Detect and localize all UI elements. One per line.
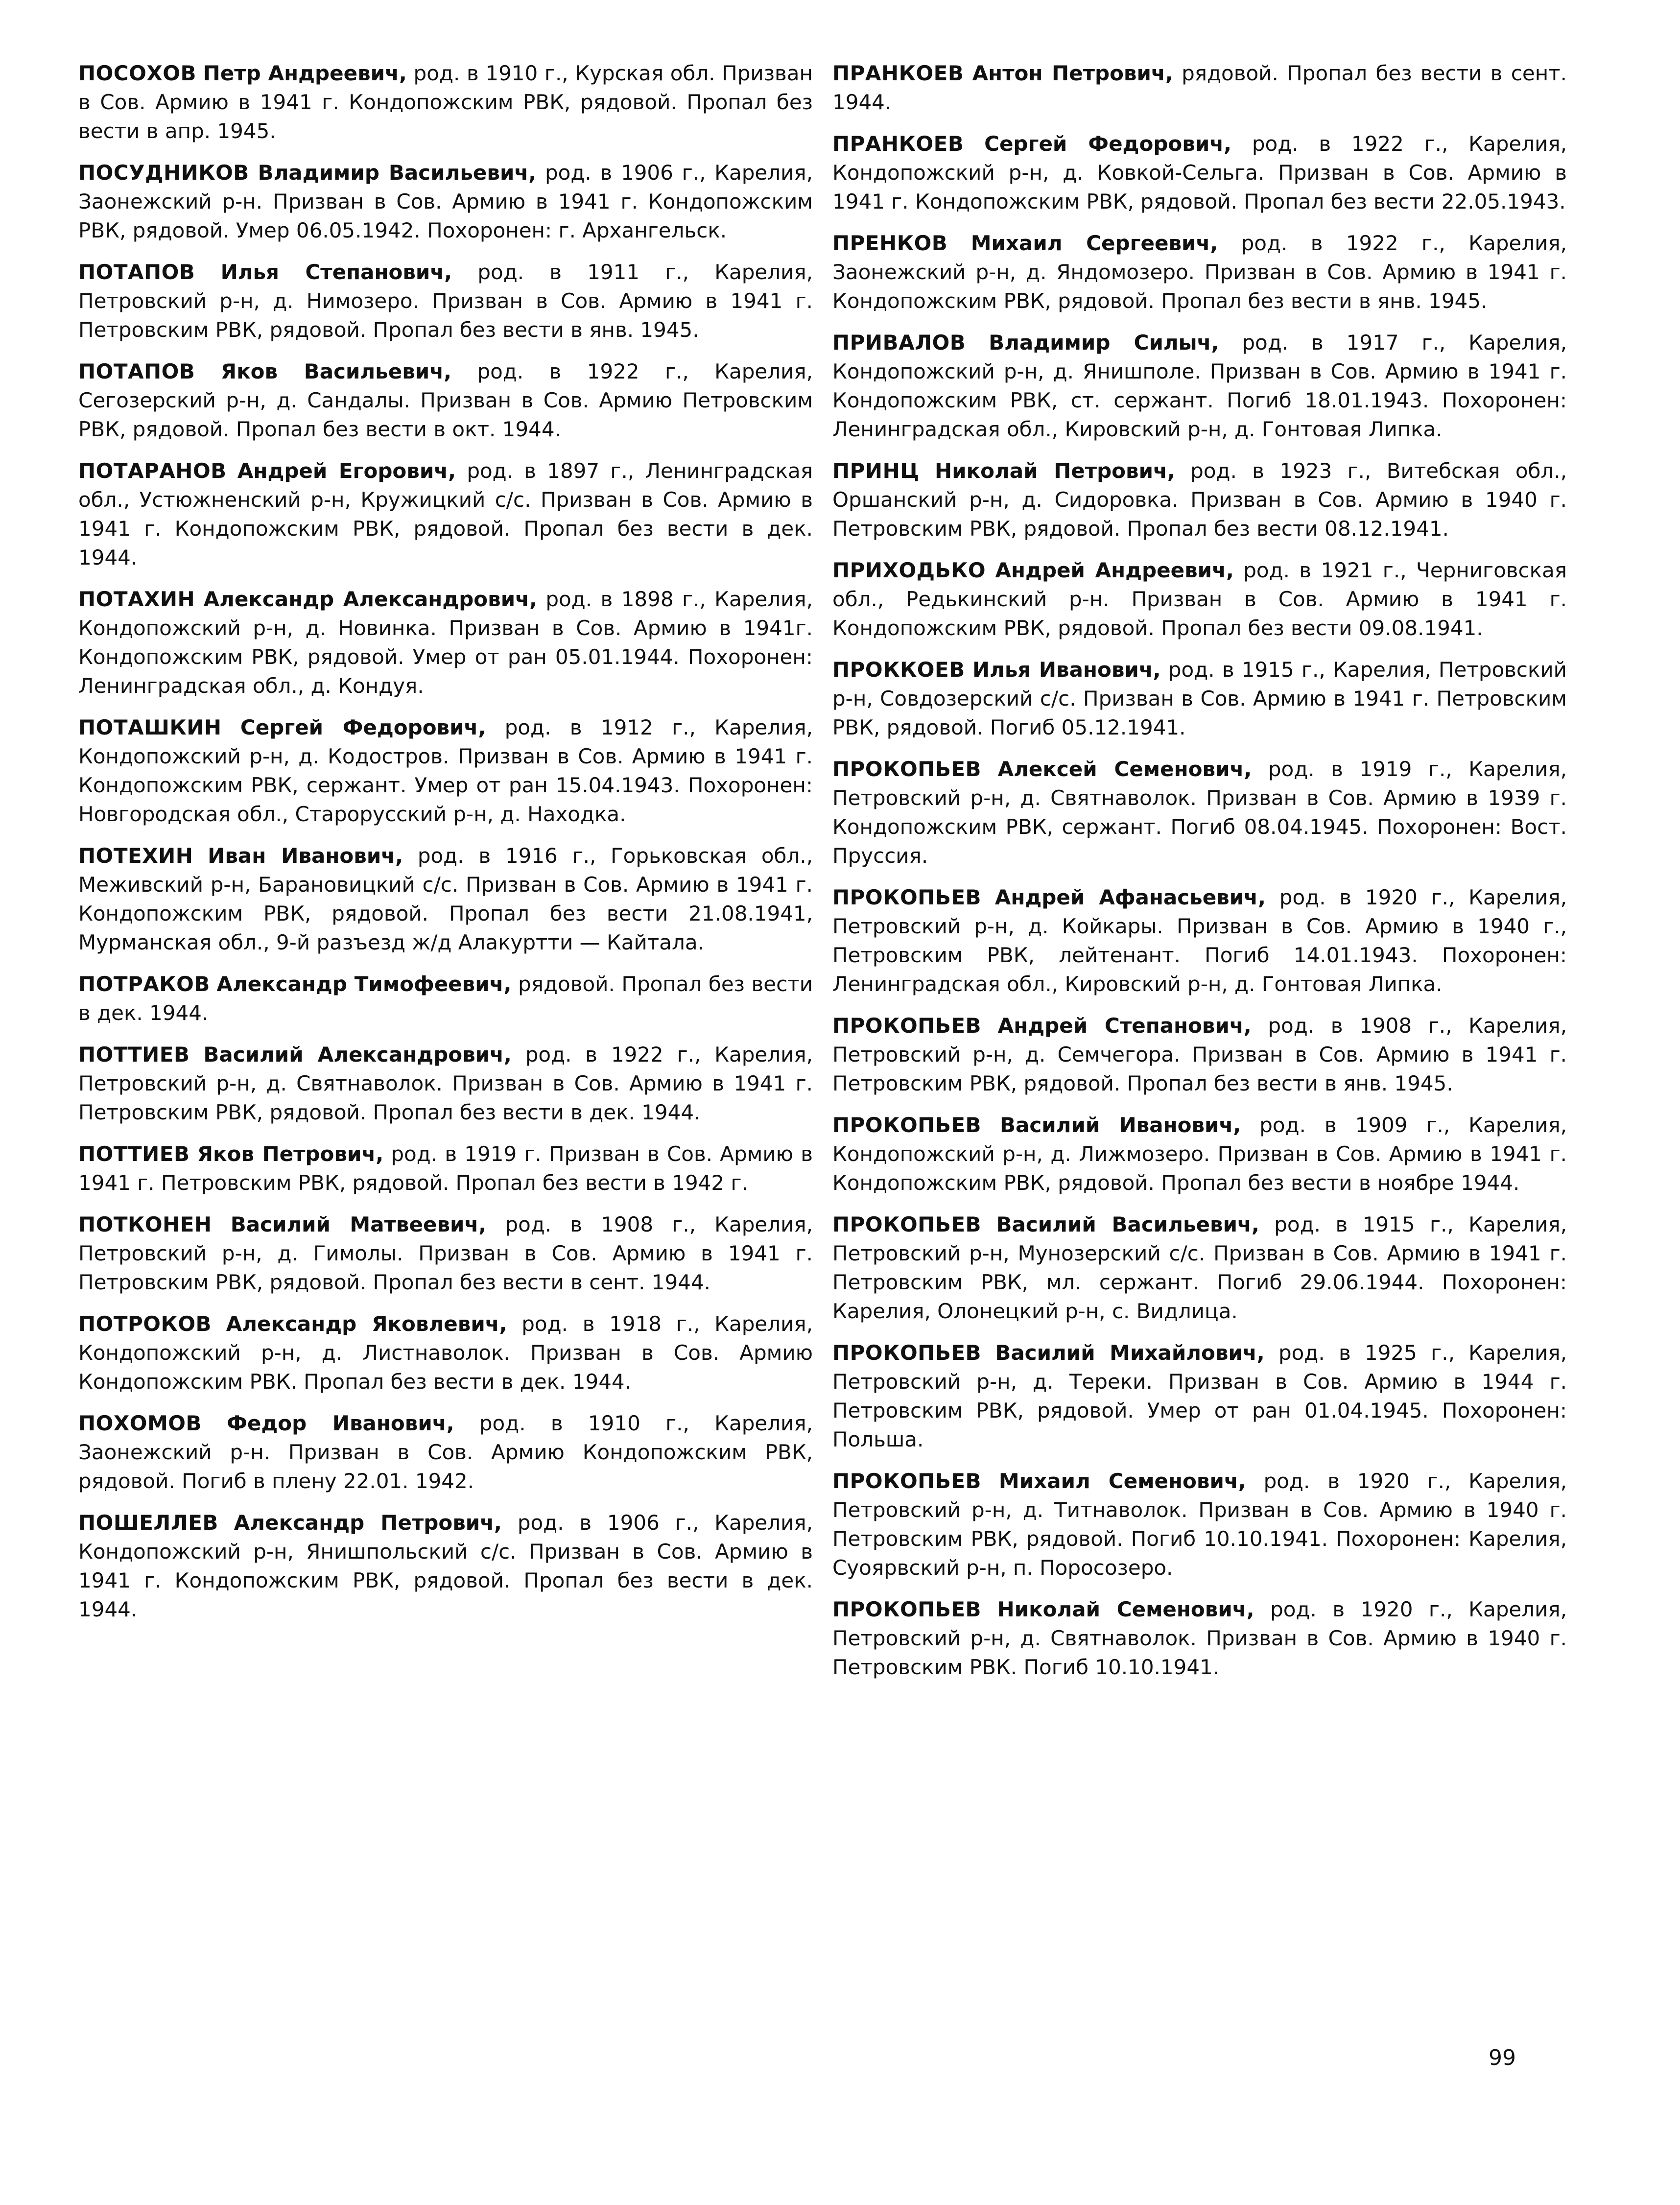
record-entry <box>78 1210 813 1297</box>
entry-given-name: Владимир Силыч, <box>989 331 1219 355</box>
record-entry <box>78 1309 813 1396</box>
entry-given-name: Николай Петрович, <box>935 459 1175 483</box>
entry-details: род. в 1911 г., Карелия, Петровский р-н, д. Нимозеро. Призван в Сов. Армию в 1941 г. Петровским РВК, рядовой. Пропал без вести в янв. 1945. <box>78 260 813 342</box>
entry-surname: ПРИНЦ <box>832 459 920 483</box>
record-entry <box>832 1595 1567 1682</box>
entry-surname: ПРИВАЛОВ <box>832 331 966 355</box>
record-entry <box>832 456 1567 543</box>
entry-surname: ПРОКОПЬЕВ <box>832 1469 982 1493</box>
entry-details: род. в 1909 г., Карелия, Кондопожский р-н, д. Лижмозеро. Призван в Сов. Армию в 1941 г. Кондопожским РВК, рядовой. Пропал без вести в ноябре 1944. <box>832 1113 1567 1195</box>
entry-surname: ПРОКОПЬЕВ <box>832 1597 982 1621</box>
entry-given-name: Михаил Семенович, <box>998 1469 1246 1493</box>
entry-details: рядовой. Пропал без вести в дек. 1944. <box>78 972 813 1025</box>
record-entry <box>78 59 813 145</box>
entry-details: род. в 1912 г., Карелия, Кондопожский р-н, д. Кодостров. Призван в Сов. Армию в 1941 г. Кондопожским РВК, сержант. Умер от ран 15.04.1943. Похоронен: Новгородская обл., Старорусский р-н, д. Находка. <box>78 715 813 826</box>
entry-details: род. в 1910 г., Карелия, Заонежский р-н. Призван в Сов. Армию Кондопожским РВК, рядовой. Погиб в плену 22.01. 1942. <box>78 1411 813 1493</box>
entry-details: род. в 1920 г., Карелия, Петровский р-н, д. Койкары. Призван в Сов. Армию в 1940 г., Петровским РВК, лейтенант. Погиб 14.01.1943. Похоронен: Ленинградская обл., Кировский р-н, д. Гонтовая Липка. <box>832 885 1567 996</box>
entry-details: род. в 1897 г., Ленинградская обл., Устюжненский р-н, Кружицкий с/с. Призван в Сов. Армию в 1941 г. Кондопожским РВК, рядовой. Пропал без вести в дек. 1944. <box>78 459 813 569</box>
entry-given-name: Александр Петрович, <box>234 1511 502 1535</box>
record-entry <box>78 1139 813 1197</box>
entry-details: род. в 1915 г., Карелия, Петровский р-н, Совдозерский с/с. Призван в Сов. Армию в 1941 г. Петровским РВК, рядовой. Погиб 05.12.1941. <box>832 658 1567 739</box>
entry-details: род. в 1920 г., Карелия, Петровский р-н, д. Титнаволок. Призван в Сов. Армию в 1940 г. Петровским РВК, рядовой. Погиб 10.10.1941. Похоронен: Карелия, Суоярвский р-н, п. Поросозеро. <box>832 1469 1567 1580</box>
entry-given-name: Владимир Васильевич, <box>258 161 537 185</box>
entry-details: род. в 1910 г., Курская обл. Призван в Сов. Армию в 1941 г. Кондопожским РВК, рядовой. Пропал без вести в апр. 1945. <box>78 61 813 143</box>
record-entry <box>832 883 1567 998</box>
entry-surname: ПОТЕХИН <box>78 844 193 868</box>
entry-given-name: Яков Васильевич, <box>220 359 452 383</box>
entry-given-name: Федор Иванович, <box>227 1411 454 1435</box>
entry-surname: ПОТАПОВ <box>78 260 195 284</box>
entry-details: род. в 1919 г., Карелия, Петровский р-н, д. Святнаволок. Призван в Сов. Армию в 1939 г. Кондопожским РВК, сержант. Погиб 08.04.1945. Похоронен: Вост. Пруссия. <box>832 757 1567 868</box>
entry-given-name: Александр Тимофеевич, <box>216 972 512 996</box>
entry-given-name: Яков Петрович, <box>197 1142 384 1166</box>
entry-surname: ПРОКОПЬЕВ <box>832 1113 982 1137</box>
entry-details: род. в 1922 г., Карелия, Петровский р-н, д. Святнаволок. Призван в Сов. Армию в 1941 г. Петровским РВК, рядовой. Пропал без вести в дек. 1944. <box>78 1043 813 1124</box>
record-entry <box>832 655 1567 742</box>
entry-surname: ПРАНКОЕВ <box>832 132 964 156</box>
entry-surname: ПОТАРАНОВ <box>78 459 227 483</box>
entry-given-name: Петр Андреевич, <box>203 61 407 85</box>
record-entry <box>832 229 1567 315</box>
entry-surname: ПРОКОПЬЕВ <box>832 1341 982 1365</box>
entry-surname: ПОТКОНЕН <box>78 1212 212 1236</box>
entry-surname: ПОСУДНИКОВ <box>78 161 249 185</box>
record-entry <box>78 970 813 1027</box>
entry-details: род. в 1916 г., Горьковская обл., Меживский р-н, Барановицкий с/с. Призван в Сов. Армию в 1941 г. Кондопожским РВК, рядовой. Пропал без вести 21.08.1941, Мурманская обл., 9-й разъезд ж/д Алакуртти — Кайтала. <box>78 844 813 954</box>
entry-surname: ПОТТИЕВ <box>78 1142 190 1166</box>
entry-surname: ПОТРОКОВ <box>78 1312 212 1336</box>
record-entry <box>78 1508 813 1624</box>
entry-given-name: Сергей Федорович, <box>240 715 486 739</box>
entry-given-name: Сергей Федорович, <box>984 132 1232 156</box>
record-entry <box>832 755 1567 870</box>
record-entry <box>78 585 813 700</box>
entry-surname: ПОХОМОВ <box>78 1411 202 1435</box>
entry-given-name: Александр Александрович, <box>203 587 537 611</box>
entry-given-name: Василий Александрович, <box>203 1043 512 1067</box>
entry-surname: ПОТАХИН <box>78 587 195 611</box>
entry-surname: ПРОККОЕВ <box>832 658 965 682</box>
entry-details: род. в 1919 г. Призван в Сов. Армию в 1941 г. Петровским РВК, рядовой. Пропал без вести в 1942 г. <box>78 1142 813 1195</box>
record-entry <box>78 841 813 957</box>
entry-given-name: Николай Семенович, <box>997 1597 1254 1621</box>
entry-surname: ПОШЕЛЛЕВ <box>78 1511 218 1535</box>
entry-details: род. в 1925 г., Карелия, Петровский р-н, д. Тереки. Призван в Сов. Армию в 1944 г. Петровским РВК, рядовой. Умер от ран 01.04.1945. Похоронен: Польша. <box>832 1341 1567 1451</box>
record-entry <box>832 129 1567 216</box>
entry-given-name: Василий Матвеевич, <box>230 1212 487 1236</box>
entry-given-name: Василий Иванович, <box>1000 1113 1241 1137</box>
entry-surname: ПОТАШКИН <box>78 715 222 739</box>
entry-surname: ПРОКОПЬЕВ <box>832 1014 982 1038</box>
entry-given-name: Михаил Сергеевич, <box>970 231 1218 255</box>
entry-details: род. в 1908 г., Карелия, Петровский р-н, д. Гимолы. Призван в Сов. Армию в 1941 г. Петровским РВК, рядовой. Пропал без вести в сент. 1944. <box>78 1212 813 1294</box>
entry-surname: ПОСОХОВ <box>78 61 196 85</box>
entry-details: рядовой. Пропал без вести в сент. 1944. <box>832 61 1567 114</box>
entry-given-name: Андрей Андреевич, <box>995 558 1234 582</box>
entry-given-name: Александр Яковлевич, <box>226 1312 507 1336</box>
entry-surname: ПОТРАКОВ <box>78 972 210 996</box>
entry-details: род. в 1922 г., Карелия, Заонежский р-н, д. Яндомозеро. Призван в Сов. Армию в 1941 г. Кондопожским РВК, рядовой. Пропал без вести в янв. 1945. <box>832 231 1567 313</box>
entry-details: род. в 1898 г., Карелия, Кондопожский р-н, д. Новинка. Призван в Сов. Армию в 1941г. Кондопожским РВК, рядовой. Умер от ран 05.01.1944. Похоронен: Ленинградская обл., д. Кондуя. <box>78 587 813 698</box>
entry-details: род. в 1921 г., Черниговская обл., Редькинский р-н. Призван в Сов. Армию в 1941 г. Кондопожским РВК, рядовой. Пропал без вести 09.08.1941. <box>832 558 1567 640</box>
entry-details: род. в 1906 г., Карелия, Кондопожский р-н, Янишпольский с/с. Призван в Сов. Армию в 1941 г. Кондопожским РВК, рядовой. Пропал без вести в дек. 1944. <box>78 1511 813 1621</box>
record-entry <box>78 1040 813 1127</box>
page-number: 99 <box>1489 2045 1516 2070</box>
record-entry <box>832 1338 1567 1454</box>
entry-given-name: Алексей Семенович, <box>997 757 1252 781</box>
entry-surname: ПРЕНКОВ <box>832 231 948 255</box>
entry-given-name: Андрей Афанасьевич, <box>994 885 1266 909</box>
record-entry <box>832 328 1567 444</box>
entry-details: род. в 1918 г., Карелия, Кондопожский р-н, д. Листнаволок. Призван в Сов. Армию Кондопожским РВК. Пропал без вести в дек. 1944. <box>78 1312 813 1394</box>
right-column <box>832 59 1567 1694</box>
left-column <box>78 59 813 1636</box>
record-entry <box>832 59 1567 117</box>
record-entry <box>78 258 813 344</box>
entry-details: род. в 1917 г., Карелия, Кондопожский р-н, д. Янишполе. Призван в Сов. Армию в 1941 г. Кондопожским РВК, ст. сержант. Погиб 18.01.1943. Похоронен: Ленинградская обл., Кировский р-н, д. Гонтовая Липка. <box>832 331 1567 441</box>
entry-surname: ПОТТИЕВ <box>78 1043 190 1067</box>
entry-surname: ПРАНКОЕВ <box>832 61 964 85</box>
entry-given-name: Андрей Степанович, <box>997 1014 1252 1038</box>
entry-given-name: Антон Петрович, <box>972 61 1173 85</box>
record-entry <box>832 556 1567 642</box>
entry-given-name: Илья Иванович, <box>972 658 1161 682</box>
entry-given-name: Василий Васильевич, <box>996 1212 1259 1236</box>
entry-surname: ПРОКОПЬЕВ <box>832 1212 982 1236</box>
record-entry <box>832 1467 1567 1582</box>
record-entry <box>832 1011 1567 1098</box>
entry-surname: ПОТАПОВ <box>78 359 195 383</box>
entry-surname: ПРОКОПЬЕВ <box>832 757 982 781</box>
record-entry <box>832 1210 1567 1326</box>
entry-given-name: Андрей Егорович, <box>237 459 456 483</box>
entry-details: род. в 1922 г., Карелия, Сегозерский р-н, д. Сандалы. Призван в Сов. Армию Петровским РВК, рядовой. Пропал без вести в окт. 1944. <box>78 359 813 441</box>
record-entry <box>832 1111 1567 1197</box>
entry-details: род. в 1922 г., Карелия, Кондопожский р-н, д. Ковкой-Сельга. Призван в Сов. Армию в 1941 г. Кондопожским РВК, рядовой. Пропал без вести 22.05.1943. <box>832 132 1567 213</box>
entry-details: род. в 1923 г., Витебская обл., Оршанский р-н, д. Сидоровка. Призван в Сов. Армию в 1940 г. Петровским РВК, рядовой. Пропал без вести 08.12.1941. <box>832 459 1567 541</box>
record-entry <box>78 456 813 572</box>
entry-given-name: Илья Степанович, <box>220 260 452 284</box>
entry-details: род. в 1915 г., Карелия, Петровский р-н, Мунозерский с/с. Призван в Сов. Армию в 1941 г. Петровским РВК, мл. сержант. Погиб 29.06.1944. Похоронен: Карелия, Олонецкий р-н, с. Видлица. <box>832 1212 1567 1323</box>
record-entry <box>78 158 813 245</box>
entry-surname: ПРИХОДЬКО <box>832 558 986 582</box>
entry-given-name: Василий Михайлович, <box>995 1341 1265 1365</box>
entry-details: род. в 1920 г., Карелия, Петровский р-н, д. Святнаволок. Призван в Сов. Армию в 1940 г. Петровским РВК. Погиб 10.10.1941. <box>832 1597 1567 1679</box>
record-entry <box>78 1409 813 1495</box>
record-entry <box>78 357 813 444</box>
entry-given-name: Иван Иванович, <box>208 844 403 868</box>
entry-details: род. в 1906 г., Карелия, Заонежский р-н. Призван в Сов. Армию в 1941 г. Кондопожским РВК, рядовой. Умер 06.05.1942. Похоронен: г. Архангельск. <box>78 161 813 242</box>
entry-surname: ПРОКОПЬЕВ <box>832 885 982 909</box>
entry-details: род. в 1908 г., Карелия, Петровский р-н, д. Семчегора. Призван в Сов. Армию в 1941 г. Петровским РВК, рядовой. Пропал без вести в янв. 1945. <box>832 1014 1567 1095</box>
record-entry <box>78 713 813 829</box>
